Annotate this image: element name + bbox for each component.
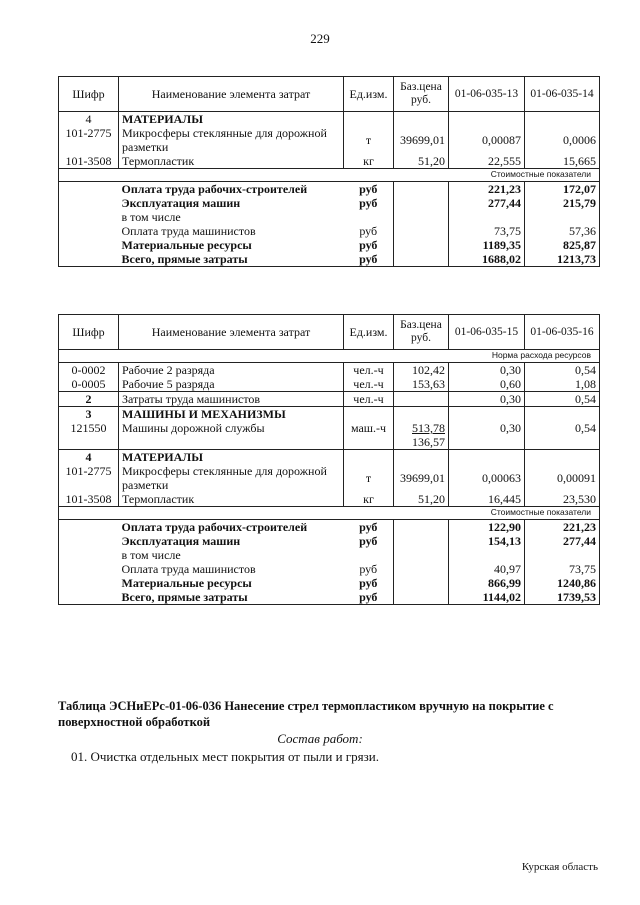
total-row	[59, 196, 600, 210]
cell-price: 51,20	[394, 154, 449, 169]
table-row	[59, 154, 600, 169]
cell-unit: чел.-ч	[344, 363, 394, 378]
cell-code: 0-0005	[59, 377, 119, 392]
section-row	[59, 407, 600, 422]
cell-name: Термопластик	[119, 154, 344, 169]
total-unit: руб	[344, 238, 394, 252]
total-label: в том числе	[121, 548, 181, 562]
band-label: Стоимостные показатели	[59, 507, 600, 520]
total-value: 221,23	[449, 182, 525, 197]
total-unit: руб	[344, 576, 394, 590]
cell-name: Машины дорожной службы	[119, 421, 344, 450]
cell-unit: чел.-ч	[344, 377, 394, 392]
total-value: 73,75	[449, 224, 525, 238]
total-label: Эксплуатация машин	[121, 196, 241, 210]
cell-name: Микросферы стеклянные для дорожной разметки	[119, 126, 344, 154]
total-value: 866,99	[449, 576, 525, 590]
total-value: 1240,86	[525, 576, 600, 590]
total-row	[59, 534, 600, 548]
header-name: Наименование элемента затрат	[119, 315, 344, 350]
total-row	[59, 252, 600, 267]
table-row	[59, 392, 600, 407]
total-value: 825,87	[525, 238, 600, 252]
cell-unit: кг	[344, 492, 394, 507]
cell-code: 2	[59, 392, 119, 407]
cell-price: 153,63	[394, 377, 449, 392]
cell-value: 0,60	[449, 377, 525, 392]
total-label: Оплата труда машинистов	[121, 562, 256, 576]
cell-code: 101-2775	[59, 464, 119, 492]
section-number: 4	[59, 450, 119, 465]
section-title: МАТЕРИАЛЫ	[119, 112, 344, 127]
cell-unit: т	[344, 126, 394, 154]
table-row	[59, 421, 600, 450]
cell-name: Рабочие 5 разряда	[119, 377, 344, 392]
cell-name: Микросферы стеклянные для дорожной разметки	[119, 464, 344, 492]
total-unit: руб	[344, 182, 394, 197]
table-header	[59, 315, 600, 350]
page-number: 229	[310, 31, 330, 46]
cell-code: 101-3508	[59, 492, 119, 507]
total-value: 1189,35	[449, 238, 525, 252]
cell-value: 1,08	[525, 377, 600, 392]
total-unit: руб	[344, 252, 394, 267]
total-row	[59, 548, 600, 562]
cell-code: 101-3508	[59, 154, 119, 169]
total-label: Всего, прямые затраты	[119, 252, 344, 267]
table-row	[59, 363, 600, 378]
cell-price: 39699,01	[394, 464, 449, 492]
total-label: Материальные ресурсы	[121, 576, 252, 590]
total-unit: руб	[344, 520, 394, 535]
cell-value: 0,00063	[449, 464, 525, 492]
header-price: Баз.цена руб.	[394, 315, 449, 350]
cell-value: 0,54	[525, 363, 600, 378]
cell-price: 51,20	[394, 492, 449, 507]
cell-value: 0,00091	[525, 464, 600, 492]
total-row	[59, 520, 600, 535]
cell-unit: кг	[344, 154, 394, 169]
section-number: 4	[59, 112, 119, 127]
table-row	[59, 126, 600, 154]
total-value: 122,90	[449, 520, 525, 535]
cell-unit: маш.-ч	[344, 421, 394, 450]
total-label: Оплата труда машинистов	[121, 224, 256, 238]
cell-code: 101-2775	[59, 126, 119, 154]
cell-value: 0,30	[449, 392, 525, 407]
cell-value: 0,0006	[525, 126, 600, 154]
cell-value: 15,665	[525, 154, 600, 169]
cell-price: 39699,01	[394, 126, 449, 154]
total-value: 221,23	[525, 520, 600, 535]
cell-value: 0,54	[525, 421, 600, 450]
total-value: 154,13	[449, 534, 525, 548]
cell-value: 23,530	[525, 492, 600, 507]
total-row	[59, 182, 600, 197]
total-label: Материальные ресурсы	[121, 238, 252, 252]
total-unit: руб	[344, 196, 394, 210]
section-title: МАШИНЫ И МЕХАНИЗМЫ	[119, 407, 344, 422]
total-value: 172,07	[525, 182, 600, 197]
total-value: 57,36	[525, 224, 600, 238]
cell-price	[394, 421, 449, 450]
cell-code: 121550	[59, 421, 119, 450]
cell-value: 0,30	[449, 421, 525, 450]
estimate-table-1	[58, 76, 600, 267]
total-label: Эксплуатация машин	[121, 534, 241, 548]
header-col5: 01-06-035-13	[449, 77, 525, 112]
band-row	[59, 350, 600, 363]
total-row	[59, 590, 600, 605]
price-secondary: 136,57	[412, 435, 445, 449]
estimate-table-2	[58, 314, 600, 605]
band-row	[59, 507, 600, 520]
header-unit: Ед.изм.	[344, 315, 394, 350]
total-value: 1144,02	[449, 590, 525, 605]
cell-unit: т	[344, 464, 394, 492]
section-title: МАТЕРИАЛЫ	[119, 450, 344, 465]
header-name: Наименование элемента затрат	[119, 77, 344, 112]
header-price: Баз.цена руб.	[394, 77, 449, 112]
total-row	[59, 576, 600, 590]
total-value: 40,97	[449, 562, 525, 576]
header-col6: 01-06-035-16	[525, 315, 600, 350]
header-code: Шифр	[59, 77, 119, 112]
total-value: 277,44	[449, 196, 525, 210]
total-label: в том числе	[121, 210, 181, 224]
band-label: Стоимостные показатели	[59, 169, 600, 182]
header-col5: 01-06-035-15	[449, 315, 525, 350]
section-number: 3	[59, 407, 119, 422]
total-value: 215,79	[525, 196, 600, 210]
cell-code: 0-0002	[59, 363, 119, 378]
cell-name: Затраты труда машинистов	[119, 392, 344, 407]
header-col6: 01-06-035-14	[525, 77, 600, 112]
price-main: 513,78	[412, 421, 445, 435]
cell-value: 16,445	[449, 492, 525, 507]
table-row	[59, 492, 600, 507]
total-row	[59, 224, 600, 238]
section-title: Таблица ЭСНиЕРс-01-06-036 Нанесение стрел термопластиком вручную на покрытие с поверхностной обработкой	[58, 699, 554, 729]
cell-value: 0,54	[525, 392, 600, 407]
header-unit: Ед.изм.	[344, 77, 394, 112]
total-row	[59, 238, 600, 252]
total-row	[59, 210, 600, 224]
composition-label: Состав работ:	[277, 731, 363, 746]
header-code: Шифр	[59, 315, 119, 350]
total-unit: руб	[344, 562, 394, 576]
section-row	[59, 450, 600, 465]
total-label: Оплата труда рабочих-строителей	[121, 182, 308, 196]
cell-value: 22,555	[449, 154, 525, 169]
cell-name: Термопластик	[119, 492, 344, 507]
section-row	[59, 112, 600, 127]
work-item: 01. Очистка отдельных мест покрытия от пыли и грязи.	[71, 749, 379, 764]
total-value: 1213,73	[525, 252, 600, 267]
band-row	[59, 169, 600, 182]
total-value: 73,75	[525, 562, 600, 576]
cell-price: 102,42	[394, 363, 449, 378]
cell-name: Рабочие 2 разряда	[119, 363, 344, 378]
total-label: Оплата труда рабочих-строителей	[121, 520, 308, 534]
band-label: Норма расхода ресурсов	[59, 350, 600, 363]
total-row	[59, 562, 600, 576]
cell-unit: чел.-ч	[344, 392, 394, 407]
cell-value: 0,00087	[449, 126, 525, 154]
total-unit: руб	[344, 590, 394, 605]
total-value: 277,44	[525, 534, 600, 548]
total-value: 1688,02	[449, 252, 525, 267]
total-value: 1739,53	[525, 590, 600, 605]
total-unit: руб	[344, 224, 394, 238]
table-header	[59, 77, 600, 112]
total-label: Всего, прямые затраты	[119, 590, 344, 605]
table-row	[59, 464, 600, 492]
table-row	[59, 377, 600, 392]
total-unit: руб	[344, 534, 394, 548]
cell-value: 0,30	[449, 363, 525, 378]
region-footer: Курская область	[521, 861, 598, 873]
